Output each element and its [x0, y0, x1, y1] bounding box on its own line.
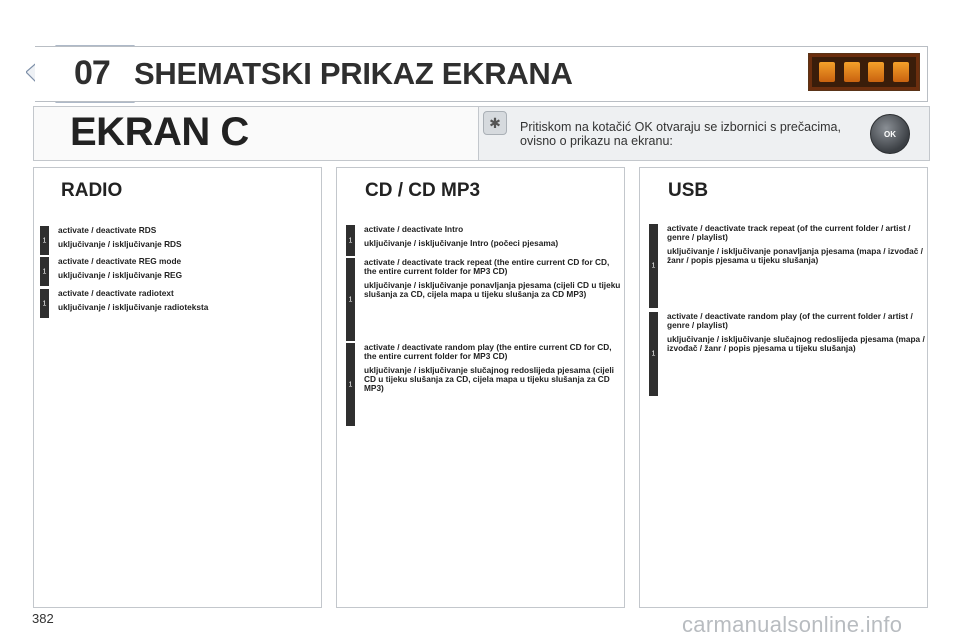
cd-glyph-icon	[844, 62, 860, 82]
ok-label: OK	[884, 129, 896, 139]
usb-glyph-icon	[893, 62, 909, 82]
level-marker: 1	[346, 225, 355, 256]
column-title-usb: USB	[668, 180, 709, 201]
entry-hr: uključivanje / isključivanje radioteksta	[58, 302, 209, 312]
entry-hr: uključivanje / isključivanje slučajnog redoslijeda pjesama (mapa / izvođač / žanr / popis pjesama u tijeku slušanja)	[667, 334, 925, 353]
level-marker: 1	[649, 312, 658, 396]
light-bulb-icon: ✱	[483, 111, 507, 135]
entry-hr: uključivanje / isključivanje ponavljanja pjesama (mapa / izvođač / žanr / popis pjesama u tijeku slušanja)	[667, 246, 923, 265]
level-marker: 1	[40, 226, 49, 255]
level-marker: 1	[40, 289, 49, 318]
level-marker: 1	[346, 343, 355, 426]
radio-glyph-icon	[819, 62, 835, 82]
entry-en: activate / deactivate RDS	[58, 225, 157, 235]
audio-screen-icon	[808, 53, 920, 91]
entry-en: activate / deactivate random play (of the current folder / artist / genre / playlist)	[667, 311, 913, 330]
entry-hr: uključivanje / isključivanje REG	[58, 270, 183, 280]
level-marker: 1	[346, 258, 355, 341]
page-number: 382	[32, 611, 54, 626]
entry-hr: uključivanje / isključivanje Intro (počeci pjesama)	[364, 238, 559, 248]
entry-en: activate / deactivate Intro	[364, 224, 464, 234]
entry-en: activate / deactivate REG mode	[58, 256, 182, 266]
chapter-number: 07	[74, 54, 110, 92]
entry-hr: uključivanje / isključivanje ponavljanja pjesama (cijeli CD u tijeku slušanja za CD, cijela mapa u tijeku slušanja za CD MP3)	[364, 280, 621, 299]
media-glyph-icon	[868, 62, 884, 82]
column-title-radio: RADIO	[61, 180, 123, 201]
entry-en: activate / deactivate track repeat (the entire current CD for CD, the entire current folder for MP3 CD)	[364, 257, 610, 276]
entry-hr: uključivanje / isključivanje RDS	[58, 239, 182, 249]
section-title: EKRAN C	[70, 110, 249, 154]
entry-en: activate / deactivate random play (the entire current CD for CD, the entire current folder for MP3 CD)	[364, 342, 612, 361]
entry-en: activate / deactivate track repeat (of the current folder / artist / genre / playlist)	[667, 223, 911, 242]
ok-button[interactable]	[870, 114, 910, 154]
entry-hr: uključivanje / isključivanje slučajnog redoslijeda pjesama (cijeli CD u tijeku slušanja za CD, cijela mapa u tijeku slušanja za CD MP3)	[364, 365, 614, 393]
chapter-title: SHEMATSKI PRIKAZ EKRANA	[134, 56, 573, 91]
info-text: Pritiskom na kotačić OK otvaraju se izbornici s prečacima, ovisno o prikazu na ekranu:	[520, 120, 841, 148]
watermark: carmanualsonline.info	[682, 612, 903, 637]
level-marker: 1	[40, 257, 49, 286]
level-marker: 1	[649, 224, 658, 308]
entry-en: activate / deactivate radiotext	[58, 288, 174, 298]
column-title-cd: CD / CD MP3	[365, 180, 481, 201]
